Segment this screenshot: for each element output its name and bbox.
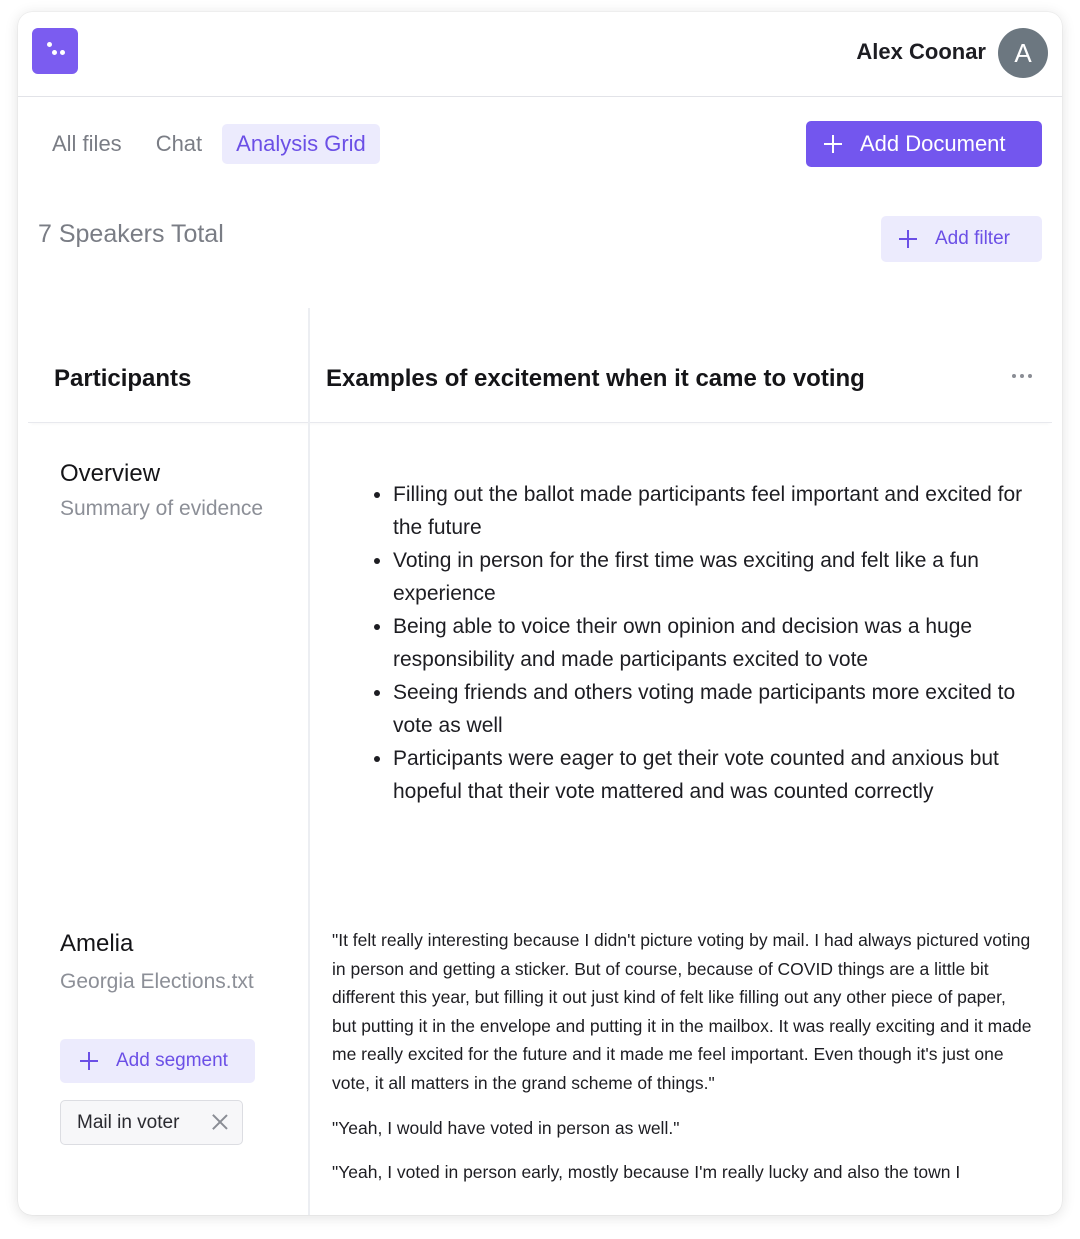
tab-chat[interactable]: Chat — [155, 131, 203, 156]
analysis-column-header[interactable]: Examples of excitement when it came to voting — [326, 365, 865, 392]
list-item: • Participants were eager to get their vote counted and anxious but hopeful that their vote mattered and was counted correctly — [393, 742, 1053, 808]
overview-row-title: Overview — [60, 460, 161, 487]
participant-source-file[interactable]: Georgia Elections.txt — [60, 970, 254, 993]
user-name: Alex Coonar — [856, 39, 986, 64]
overview-summary-list — [370, 478, 1053, 808]
overview-row-subtitle: Summary of evidence — [60, 497, 264, 520]
segment-tag-label: Mail in voter — [77, 1111, 180, 1133]
plus-icon — [899, 230, 917, 248]
list-item: • Filling out the ballot made participants feel important and excited for the future — [393, 478, 1053, 544]
quote[interactable]: "Yeah, I voted in person early, mostly because I'm really lucky and also the town I — [332, 1162, 961, 1183]
more-options-icon[interactable] — [1012, 374, 1032, 380]
app-logo-dots-icon[interactable] — [32, 28, 78, 74]
plus-icon — [824, 135, 842, 153]
add-document-label: Add Document — [860, 131, 1006, 156]
participant-name[interactable]: Amelia — [60, 930, 134, 957]
user-avatar[interactable]: A — [998, 28, 1048, 78]
add-document-button[interactable] — [806, 121, 1042, 167]
participant-quotes — [332, 926, 1032, 1202]
plus-icon — [80, 1052, 98, 1070]
participants-column-header: Participants — [54, 365, 192, 392]
add-segment-label: Add segment — [116, 1050, 228, 1071]
speakers-total: 7 Speakers Total — [38, 220, 224, 248]
segment-tag — [60, 1100, 243, 1145]
list-item: • Being able to voice their own opinion and decision was a huge responsibility and made participants excited to vote — [393, 610, 1053, 676]
add-segment-button[interactable] — [60, 1039, 255, 1083]
tab-analysis-grid[interactable]: Analysis Grid — [222, 124, 380, 164]
top-bar — [18, 12, 1062, 97]
close-icon[interactable] — [212, 1114, 228, 1130]
app-window — [18, 12, 1062, 1215]
quote[interactable]: "It felt really interesting because I didn't picture voting by mail. I had always pictured voting in person and getting a sticker. But of course, because of COVID things are a little bit different this year, but filling it out just kind of felt like filling out any other piece of paper, but putting it in the envelope and putting it in the mailbox. It was really exciting and it made me really excited for the future and it made me feel important. Even though it's just one vote, it all matters in the grand scheme of things." — [332, 930, 1032, 1093]
column-divider — [308, 308, 310, 1215]
quote[interactable]: "Yeah, I would have voted in person as well." — [332, 1117, 680, 1138]
list-item: • Voting in person for the first time was exciting and felt like a fun experience — [393, 544, 1053, 610]
list-item: • Seeing friends and others voting made participants more excited to vote as well — [393, 676, 1053, 742]
view-tabs — [38, 124, 380, 164]
add-filter-label: Add filter — [935, 228, 1010, 249]
tab-all-files[interactable]: All files — [52, 131, 122, 156]
add-filter-button[interactable] — [881, 216, 1042, 262]
